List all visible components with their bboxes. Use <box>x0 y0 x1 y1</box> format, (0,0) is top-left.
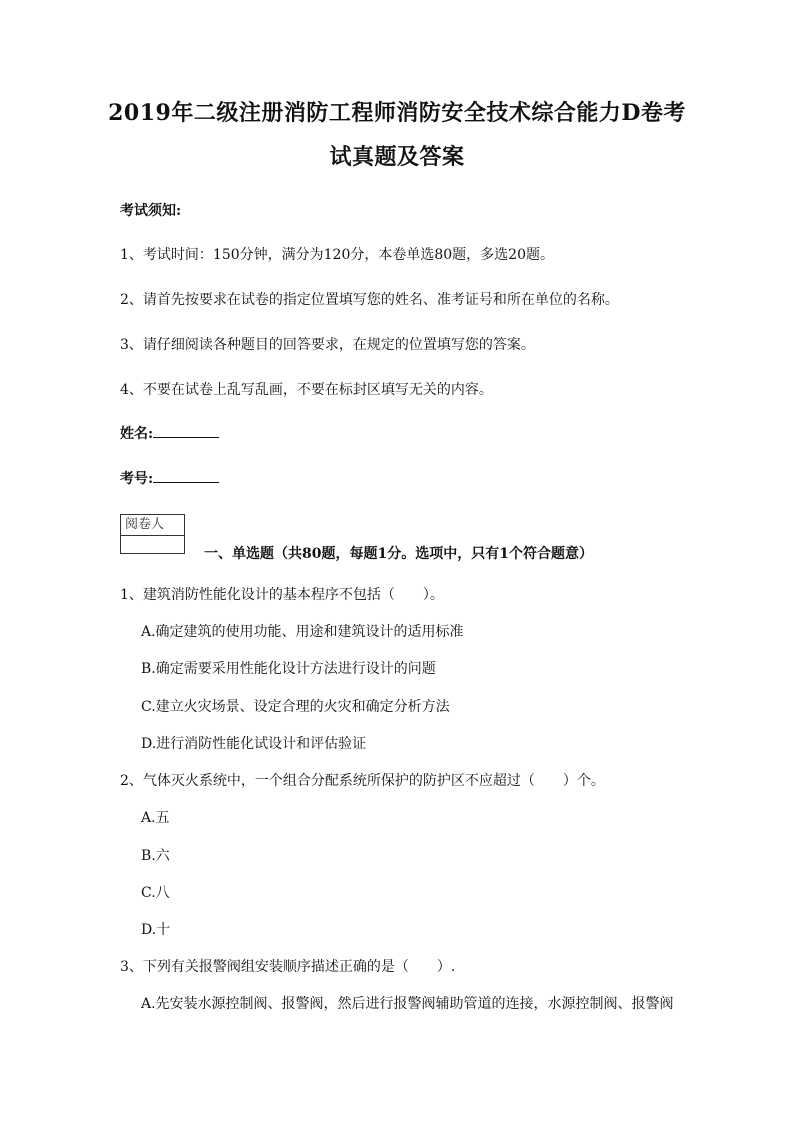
question-option: B.确定需要采用性能化设计方法进行设计的问题 <box>141 661 436 677</box>
number-blank[interactable] <box>153 468 219 483</box>
notice-item: 3、请仔细阅读各种题目的回答要求，在规定的位置填写您的答案。 <box>120 337 535 353</box>
question-option: C.建立火灾场景、设定合理的火灾和确定分析方法 <box>141 699 450 715</box>
notice-heading: 考试须知: <box>120 203 182 219</box>
question-option: D.进行消防性能化试设计和评估验证 <box>141 736 367 752</box>
question-option: A.五 <box>141 810 170 826</box>
question-option: D.十 <box>141 922 171 938</box>
notice-item: 2、请首先按要求在试卷的指定位置填写您的姓名、准考证号和所在单位的名称。 <box>120 292 619 308</box>
grader-label: 阅卷人 <box>121 515 184 536</box>
question-option: A.先安装水源控制阀、报警阀，然后进行报警阀辅助管道的连接，水源控制阀、报警阀 <box>141 996 674 1012</box>
number-label: 考号: <box>120 471 154 487</box>
section-heading: 一、单选题（共80题，每题1分。选项中，只有1个符合题意） <box>204 546 593 562</box>
number-field <box>120 468 219 488</box>
notice-item: 4、不要在试卷上乱写乱画，不要在标封区填写无关的内容。 <box>120 382 493 398</box>
document-title-line-1: 2019年二级注册消防工程师消防安全技术综合能力D卷考 <box>108 100 686 126</box>
name-label: 姓名: <box>120 426 154 442</box>
notice-item: 1、考试时间：150分钟，满分为120分，本卷单选80题，多选20题。 <box>120 247 554 263</box>
question-option: C.八 <box>141 885 170 901</box>
question-option: B.六 <box>141 848 170 864</box>
grader-box <box>120 514 185 554</box>
document-title-line-2: 试真题及答案 <box>329 144 465 170</box>
question-stem: 1、建筑消防性能化设计的基本程序不包括（ ）。 <box>120 587 444 603</box>
name-field <box>120 423 219 443</box>
name-blank[interactable] <box>153 423 219 438</box>
question-stem: 3、下列有关报警阀组安装顺序描述正确的是（ ）. <box>120 959 456 975</box>
question-option: A.确定建筑的使用功能、用途和建筑设计的适用标准 <box>141 624 464 640</box>
question-stem: 2、气体灭火系统中，一个组合分配系统所保护的防护区不应超过（ ）个。 <box>120 773 605 789</box>
